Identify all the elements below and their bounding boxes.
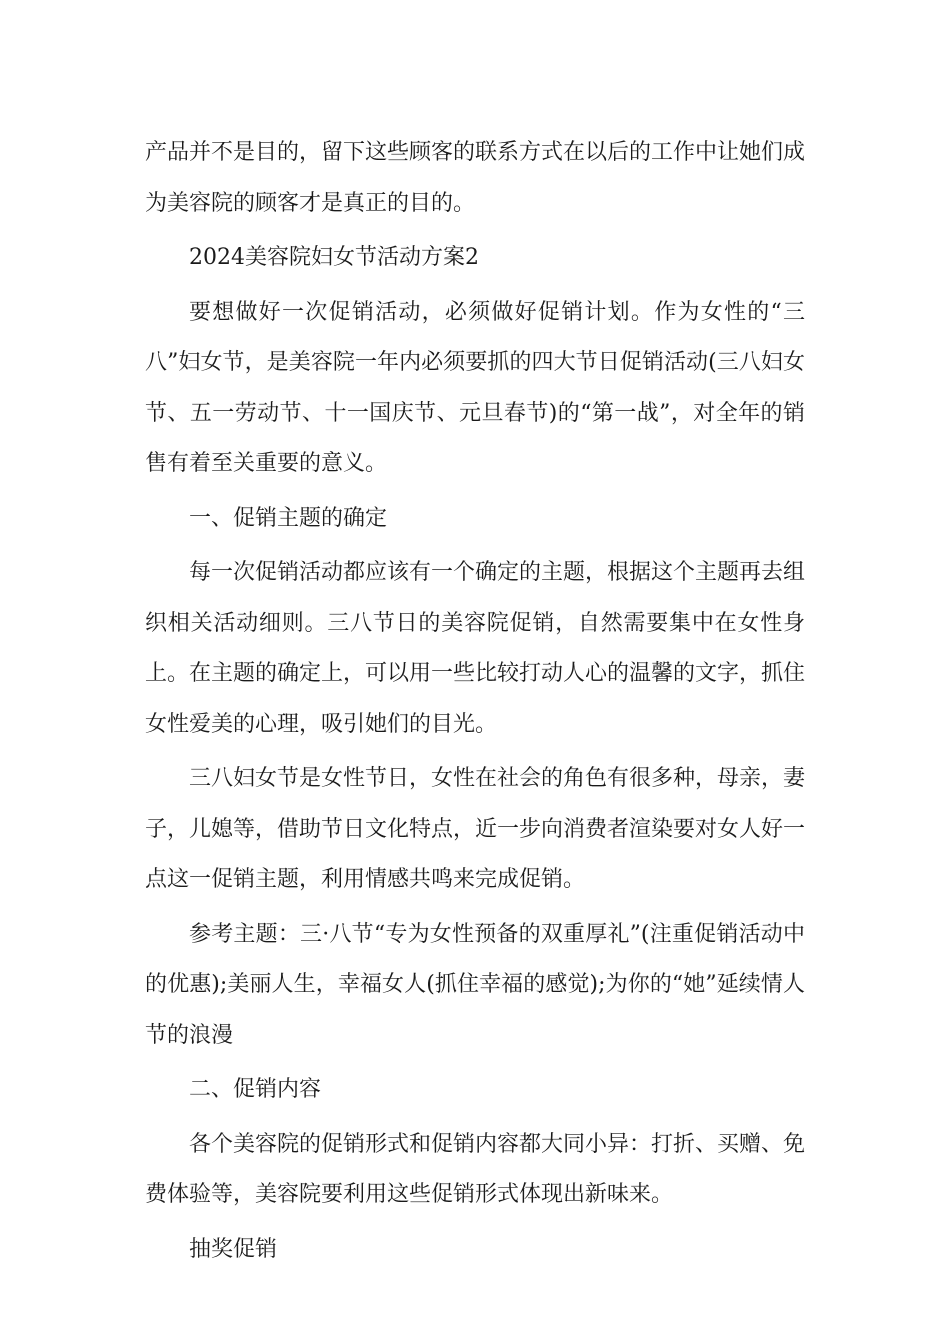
paragraph-theme-1: 每一次促销活动都应该有一个确定的主题，根据这个主题再去组织相关活动细则。三八节日的美容院促销，自然需要集中在女性身上。在主题的确定上，可以用一些比较打动人心的温馨的文字，抓住女性爱美的心理，吸引她们的目光。 <box>145 560 806 737</box>
paragraph-reference-theme: 参考主题：三·八节“专为女性预备的双重厚礼”(注重促销活动中的优惠);美丽人生，幸福女人(抓住幸福的感觉);为你的“她”延续情人节的浪漫 <box>145 921 805 1048</box>
paragraph-1: 产品并不是目的，留下这些顾客的联系方式在以后的工作中让她们成为美容院的顾客才是真正的目的。 <box>145 140 806 216</box>
paragraph-intro: 要想做好一次促销活动，必须做好促销计划。作为女性的“三八”妇女节，是美容院一年内必须要抓的四大节日促销活动(三八妇女节、五一劳动节、十一国庆节、元旦春节)的“第一战”，对全年的销售有着至关重要的意义。 <box>145 299 805 476</box>
paragraph-theme-2: 三八妇女节是女性节日，女性在社会的角色有很多种，母亲，妻子，儿媳等，借助节日文化特点，近一步向消费者渲染要对女人好一点这一促销主题，利用情感共鸣来完成促销。 <box>145 766 806 892</box>
paragraph-content: 各个美容院的促销形式和促销内容都大同小异：打折、买赠、免费体验等，美容院要利用这些促销形式体现出新味来。 <box>145 1131 806 1207</box>
heading-promotion-content: 二、促销内容 <box>189 1077 322 1102</box>
document-body <box>145 128 805 1279</box>
heading-lottery-promotion: 抽奖促销 <box>189 1236 278 1262</box>
section-title-plan-2: 2024美容院妇女节活动方案2 <box>189 245 479 270</box>
heading-promotion-theme: 一、促销主题的确定 <box>189 505 388 531</box>
